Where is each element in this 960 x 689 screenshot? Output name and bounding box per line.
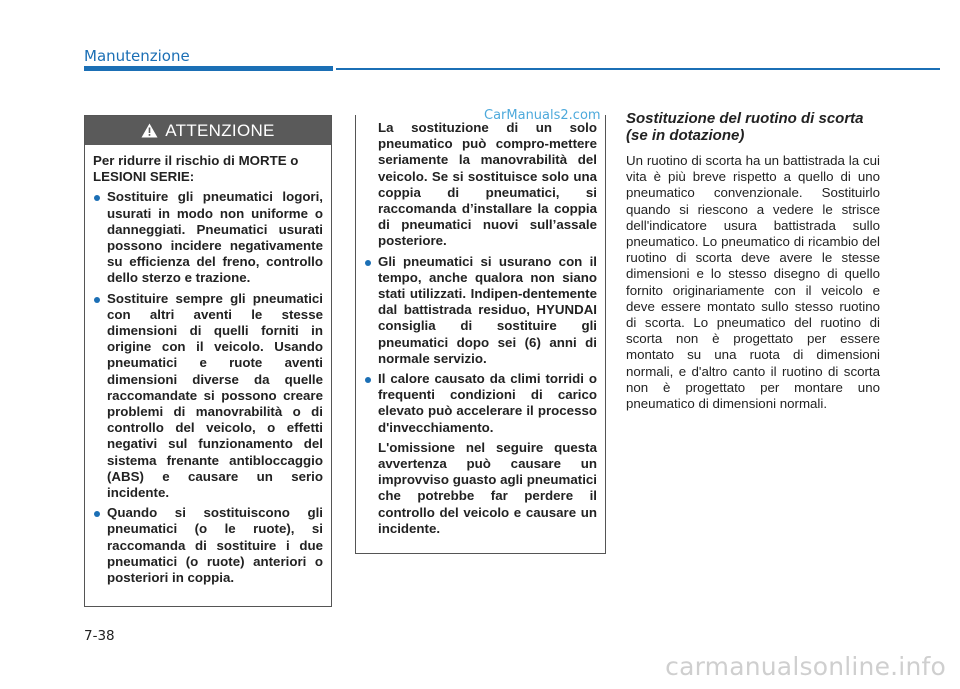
section-heading: Sostituzione del ruotino di scorta (se in dotazione) xyxy=(626,110,864,144)
warning-header xyxy=(85,116,331,145)
header-rule-thin xyxy=(336,68,940,70)
section-body: Un ruotino di scorta ha un battistrada la cui vita è più breve rispetto a quello di uno pneumatico convenzionale. Sostituirlo quando si riescono a vedere le strisce dell'indicatore usura battistrada sullo pneumatico. Lo pneumatico di ricambio del ruotino di scorta deve avere le stesse dimensioni e lo stesso disegno di quello fornito originariamente con il veicolo e deve essere montato sullo stesso ruotino di scorta. Lo pneumatico del ruotino di scorta non è progettato per essere montato su una ruota di dimensioni normali, e d'altro canto il ruotino di scorta non è progettato per montare uno pneumatico di dimensioni normali. xyxy=(626,153,880,412)
warning-item: Sostituire gli pneumatici logori, usurati in modo non uniforme o danneggiati. Pneumatici usurati possono incidere negativamente su efficienza del freno, controllo dello sterzo e trazione. xyxy=(93,189,323,286)
warning-intro: Per ridurre il rischio di MORTE o LESIONI SERIE: xyxy=(93,153,299,185)
warning-continued-list xyxy=(364,254,597,436)
warning-box xyxy=(84,115,332,607)
header-rule-thick xyxy=(84,66,333,71)
warning-list xyxy=(93,189,323,586)
page-number: 7-38 xyxy=(84,628,115,644)
spare-tire-section xyxy=(626,110,880,412)
warning-item: Sostituire sempre gli pneumatici con altri aventi le stesse dimensioni di quelli forniti in origine con il veicolo. Usando pneumatici e ruote aventi dimensioni diverse da quelle raccomandate si possono creare problemi di manovrabilità o di controllo del veicolo, o effetti negativi sul funzionamento del sistema frenante antibloccaggio (ABS) e causare un serio incidente. xyxy=(93,291,323,502)
warning-continued-box xyxy=(355,115,606,554)
section-title: Manutenzione xyxy=(84,47,190,65)
warning-closing: L'omissione nel seguire questa avvertenza può causare un improvviso guasto agli pneumatici che potrebbe far perdere il controllo del veicolo e causare un incidente. xyxy=(378,439,597,536)
watermark-bottom: carmanualsonline.info xyxy=(665,652,946,681)
warning-item: Gli pneumatici si usurano con il tempo, anche qualora non siano stati utilizzati. Indipen-dentemente dal battistrada residuo, HYUNDAI consiglia di sostituire gli pneumatici dopo sei (6) anni di normale servizio. xyxy=(364,254,597,367)
warning-title: ATTENZIONE xyxy=(165,120,275,140)
warning-item: Quando si sostituiscono gli pneumatici (o le ruote), si raccomanda di sostituire i due pneumatici (o ruote) anteriori o posteriori in coppia. xyxy=(93,505,323,586)
warning-triangle-icon xyxy=(141,123,158,138)
warning-continuation: La sostituzione di un solo pneumatico può compro-mettere seriamente la manovrabilità del veicolo. Se si sostituisce solo una coppia di pneumatici, si raccomanda d’installare la coppia di pneumatici nuovi sull’assale posteriore. xyxy=(378,120,597,249)
warning-item: Il calore causato da climi torridi o frequenti condizioni di carico elevato può accelerare il processo d'invecchiamento. xyxy=(364,371,597,436)
watermark-top[interactable]: CarManuals2.com xyxy=(484,108,601,123)
